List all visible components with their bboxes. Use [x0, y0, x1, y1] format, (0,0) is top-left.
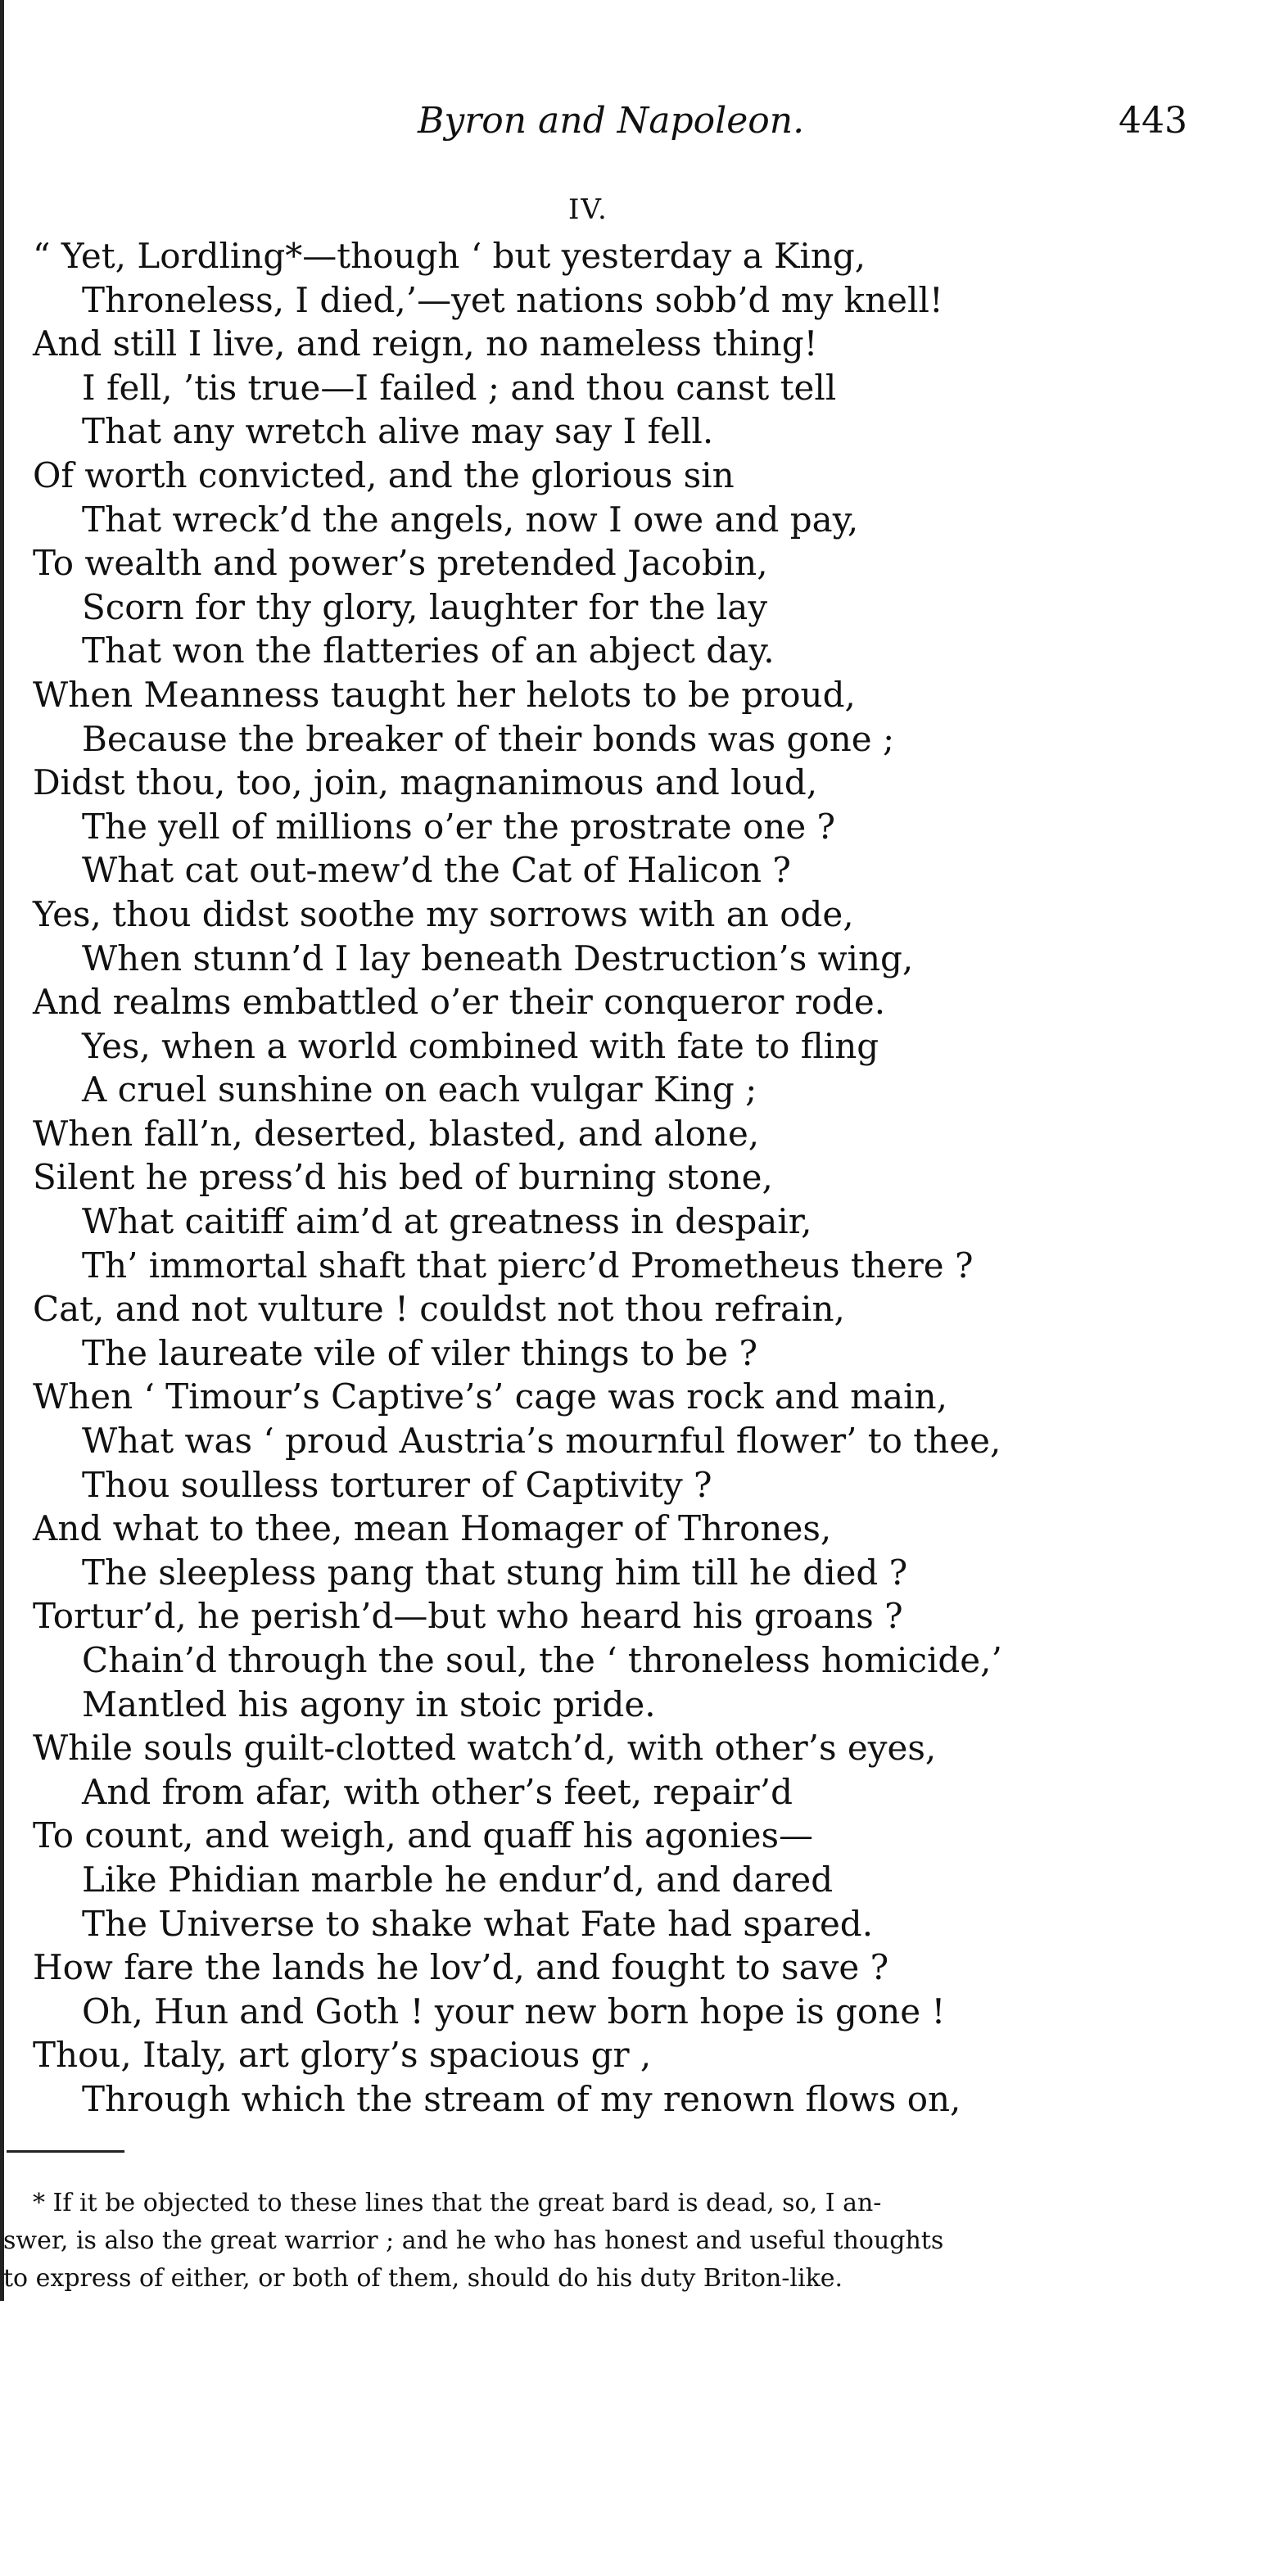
poem-line: “ Yet, Lordling*—though ‘ but yesterday a King,: [33, 236, 866, 276]
poem-line: Th’ immortal shaft that pierc’d Prometheus there ?: [82, 1245, 974, 1286]
poem-line: Didst thou, too, join, magnanimous and loud,: [33, 762, 818, 803]
running-title: Byron and Napoleon.: [418, 100, 805, 142]
poem-line: When fall’n, deserted, blasted, and alone,: [33, 1113, 760, 1154]
poem-line: Because the breaker of their bonds was gone ;: [82, 718, 895, 759]
poem-line: How fare the lands he lov’d, and fought to save ?: [33, 1947, 889, 1988]
poem-stanza: [0, 234, 1284, 2122]
poem-line: Through which the stream of my renown flows on,: [82, 2078, 961, 2119]
poem-line: Like Phidian marble he endur’d, and dared: [82, 1859, 834, 1900]
poem-line: I fell, ’tis true—I failed ; and thou canst tell: [82, 367, 837, 408]
poem-line: Tortur’d, he perish’d—but who heard his groans ?: [33, 1596, 903, 1637]
poem-line: What cat out-mew’d the Cat of Halicon ?: [82, 850, 791, 891]
poem-line: That won the flatteries of an abject day.: [82, 630, 775, 671]
poem-line: The laureate vile of viler things to be ?: [82, 1332, 758, 1373]
poem-line: That wreck’d the angels, now I owe and pay,: [82, 499, 859, 540]
poem-line: And what to thee, mean Homager of Thrones,: [33, 1508, 832, 1549]
poem-line: Oh, Hun and Goth ! your new born hope is gone !: [82, 1991, 946, 2031]
poem-line: That any wretch alive may say I fell.: [82, 411, 714, 452]
poem-line: Mantled his agony in stoic pride.: [82, 1683, 656, 1724]
poem-line: While souls guilt-clotted watch’d, with other’s eyes,: [33, 1728, 937, 1769]
poem-line: What caitiff aim’d at greatness in despair,: [82, 1201, 812, 1242]
poem-line: Cat, and not vulture ! couldst not thou refrain,: [33, 1289, 845, 1330]
poem-line: Thou soulless torturer of Captivity ?: [82, 1464, 712, 1505]
poem-line: Scorn for thy glory, laughter for the lay: [82, 586, 768, 627]
stanza-number: IV.: [568, 193, 608, 226]
poem-line: When ‘ Timour’s Captive’s’ cage was rock and main,: [33, 1376, 947, 1417]
poem-line: When Meanness taught her helots to be proud,: [33, 674, 856, 715]
page-number: 443: [1119, 100, 1187, 142]
poem-line: Silent he press’d his bed of burning stone,: [33, 1157, 773, 1198]
footnote: [0, 2185, 1284, 2298]
footnote-line: to express of either, or both of them, should do his duty Briton-like.: [3, 2264, 843, 2293]
poem-line: And still I live, and reign, no nameless thing!: [33, 323, 818, 364]
poem-line: To count, and weigh, and quaff his agonies—: [33, 1815, 814, 1856]
poem-line: Thou, Italy, art glory’s spacious gr ,: [33, 2035, 652, 2076]
poem-line: The Universe to shake what Fate had spared.: [82, 1903, 874, 1944]
poem-line: Chain’d through the soul, the ‘ throneless homicide,’: [82, 1640, 1002, 1680]
running-head: [0, 97, 1284, 146]
footnote-line: swer, is also the great warrior ; and he who has honest and useful thoughts: [3, 2226, 944, 2255]
poem-line: A cruel sunshine on each vulgar King ;: [82, 1069, 757, 1110]
poem-line: When stunn’d I lay beneath Destruction’s wing,: [82, 938, 914, 978]
footnote-rule: [7, 2150, 124, 2153]
poem-line: Of worth convicted, and the glorious sin: [33, 454, 735, 495]
poem-line: The yell of millions o’er the prostrate one ?: [82, 806, 836, 847]
poem-line: To wealth and power’s pretended Jacobin,: [33, 543, 768, 584]
poem-line: Yes, when a world combined with fate to fling: [82, 1025, 879, 1066]
poem-line: And realms embattled o’er their conqueror rode.: [33, 982, 886, 1023]
poem-line: And from afar, with other’s feet, repair’d: [82, 1771, 793, 1812]
poem-line: Throneless, I died,’—yet nations sobb’d my knell!: [82, 279, 943, 320]
poem-line: The sleepless pang that stung him till he died ?: [82, 1552, 908, 1593]
footnote-line: * If it be objected to these lines that the great bard is dead, so, I an-: [33, 2189, 882, 2217]
poem-line: Yes, thou didst soothe my sorrows with an ode,: [33, 893, 854, 934]
poem-line: What was ‘ proud Austria’s mournful flower’ to thee,: [82, 1421, 1001, 1462]
